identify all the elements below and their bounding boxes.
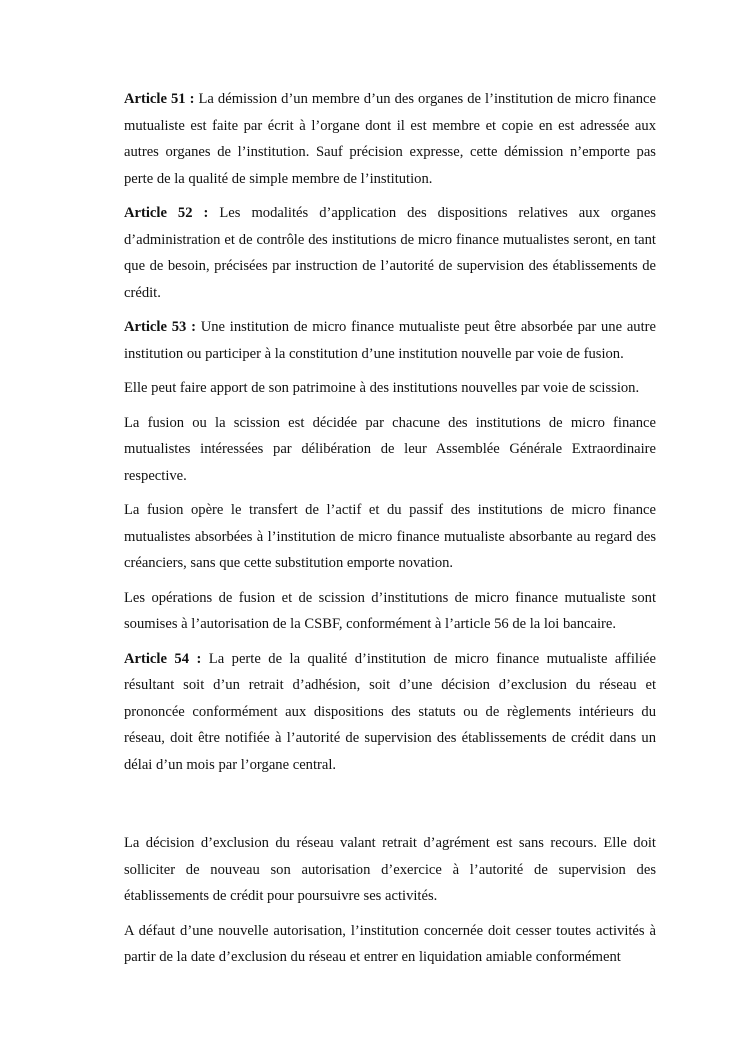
- article-51-text: La démission d’un membre d’un des organes de l’institution de micro finance mutualiste est faite par écrit à l’organe dont il est membre et copie en est adressée aux autres organes de l’institution. Sauf précision expresse, cette démission n’emporte pas perte de la qualité de simple membre de l’institution.: [124, 91, 656, 187]
- article-52-text: Les modalités d’application des dispositions relatives aux organes d’administration et de contrôle des institutions de micro finance mutualistes seront, en tant que de besoin, précisées par instruction de l’autorité de supervision des établissements de crédit.: [124, 205, 656, 301]
- liquidation-paragraph: [124, 918, 656, 971]
- article-54-paragraph: [124, 646, 656, 779]
- document-page: [124, 86, 656, 979]
- liquidation-text: A défaut d’une nouvelle autorisation, l’institution concernée doit cesser toutes activités à partir de la date d’exclusion du réseau et entrer en liquidation amiable conformément: [124, 922, 656, 965]
- fusion-transfer-text: La fusion opère le transfert de l’actif et du passif des institutions de micro finance mutualistes absorbées à l’institution de micro finance mutualiste absorbante au regard des créanciers, sans que cette substitution emporte novation.: [124, 502, 656, 571]
- exclusion-decision-paragraph: [124, 830, 656, 910]
- article-54-label: Article 54 :: [124, 650, 202, 667]
- exclusion-decision-text: La décision d’exclusion du réseau valant retrait d’agrément est sans recours. Elle doit solliciter de nouveau son autorisation d’exercice à l’autorité de supervision des établissements de crédit pour poursuivre ses activités.: [124, 835, 656, 904]
- fusion-decision-paragraph: [124, 410, 656, 490]
- operations-authorization-text: Les opérations de fusion et de scission d’institutions de micro finance mutualiste sont soumises à l’autorisation de la CSBF, conformément à l’article 56 de la loi bancaire.: [124, 589, 656, 632]
- scission-text: Elle peut faire apport de son patrimoine à des institutions nouvelles par voie de scission.: [124, 380, 640, 396]
- fusion-transfer-paragraph: [124, 497, 656, 577]
- article-52-label: Article 52 :: [124, 205, 209, 221]
- article-53-paragraph: [124, 314, 656, 367]
- article-54-text: La perte de la qualité d’institution de micro finance mutualiste affiliée résultant soit d’un retrait d’adhésion, soit d’une décision d’exclusion du réseau et prononcée conformément aux dispositions des statuts ou de règlements intérieurs du réseau, doit être notifiée à l’autorité de supervision des établissements de crédit dans un délai d’un mois par l’organe central.: [124, 650, 656, 773]
- scission-paragraph: [124, 375, 656, 402]
- article-53-label: Article 53 :: [124, 319, 196, 335]
- article-51-label: Article 51 :: [124, 91, 195, 107]
- article-51-paragraph: [124, 86, 656, 192]
- fusion-decision-text: La fusion ou la scission est décidée par chacune des institutions de micro finance mutualistes intéressées par délibération de leur Assemblée Générale Extraordinaire respective.: [124, 414, 656, 484]
- article-52-paragraph: [124, 200, 656, 306]
- article-53-text: Une institution de micro finance mutualiste peut être absorbée par une autre institution ou participer à la constitution d’une institution nouvelle par voie de fusion.: [124, 319, 656, 362]
- operations-authorization-paragraph: [124, 585, 656, 638]
- paragraph-gap: [124, 786, 656, 830]
